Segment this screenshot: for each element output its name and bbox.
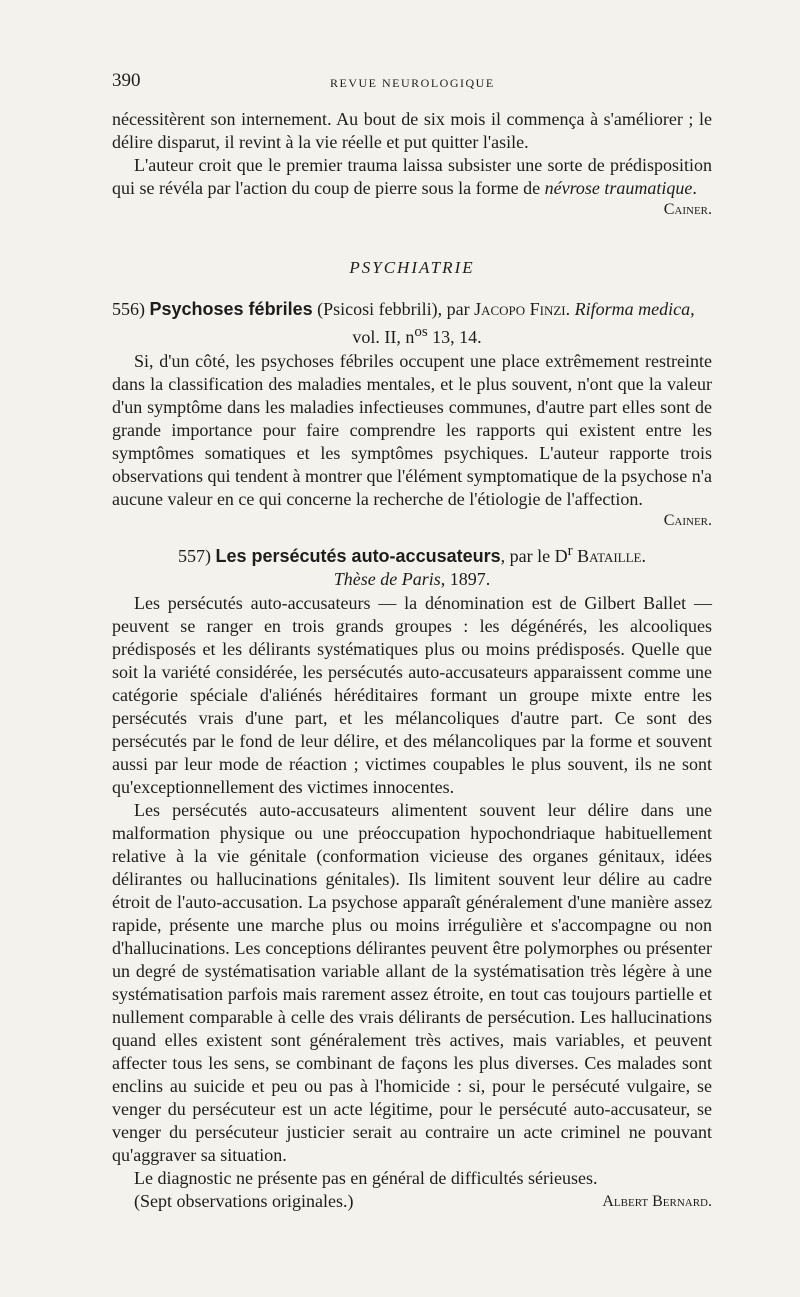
continued-review xyxy=(112,108,712,221)
reviewer-signature: Albert Bernard. xyxy=(602,1193,712,1210)
section-title: PSYCHIATRIE xyxy=(349,258,475,277)
running-head: REVUE NEUROLOGIQUE xyxy=(330,76,495,90)
paragraph: Le diagnostic ne présente pas en général de difficultés sérieuses. xyxy=(134,1168,598,1188)
reviewer-signature: Cainer. xyxy=(663,512,712,529)
author: Bataille xyxy=(577,546,642,566)
entry-557-body xyxy=(112,592,712,1213)
author: Jacopo Finzi xyxy=(474,299,566,319)
paragraph: nécessitèrent son internement. Au bout de six mois il commença à s'améliorer ; le délire disparut, il revint à la vie réelle et put quitter l'asile. xyxy=(112,109,712,152)
entry-title: Psychoses fébriles xyxy=(149,299,313,319)
entry-557-heading: 557) Les persécutés auto-accusateurs, par le $D^r$ Bataille. Thèse de Paris, 1897. xyxy=(177,543,647,589)
entry-title: Les persécutés auto-accusateurs xyxy=(215,546,501,566)
entry-556-body xyxy=(112,350,712,532)
paragraph: (Sept observations originales.) Albert Bernard. xyxy=(134,1191,712,1211)
paragraph: Les persécutés auto-accusateurs — la dénomination est de Gilbert Ballet — peuvent se ranger en trois grands groupes : les dégénérés, les alcooliques prédisposés et les délirants systématiques plus ou moins prédisposés. Quelle que soit la variété considérée, les persécutés auto-accusateurs apparaissent comme une catégorie spéciale d'aliénés héréditaires formant un groupe mixte entre les persécutés vrais d'une part, et les mélancoliques d'autre part. Ce sont des persécutés par le fond de leur délire, et des mélancoliques par la forme et souvent aussi par leur mode de réaction ; victimes coupables le plus souvent, ils ne sont qu'exceptionnellement des victimes innocentes. xyxy=(112,593,712,797)
page-number: 390 xyxy=(112,70,141,91)
paragraph: Si, d'un côté, les psychoses fébriles occupent une place extrêmement restreinte dans la classification des maladies mentales, et le plus souvent, n'ont que la valeur d'un symptôme dans les maladies infectieuses communes, d'autre part elles sont de grande importance pour faire comprendre les rapports qui existent entre les symptômes somatiques et les symptômes psychiques. L'auteur rapporte trois observations qui tendent à montrer que l'élément symptomatique de la psychose n'a aucune valeur en ce qui concerne la recherche de l'étiologie de l'affection. xyxy=(112,351,712,509)
entry-556-heading: 556) Psychoses fébriles (Psicosi febbrili), par Jacopo Finzi. Riforma medica, vol. II, $n^{os}$ 13, 14. xyxy=(112,299,695,347)
paragraph: L'auteur croit que le premier trauma laissa subsister une sorte de prédisposition qui se révéla par l'action du coup de pierre sous la forme de névrose traumatique. xyxy=(112,155,712,198)
page-header xyxy=(112,70,712,94)
paragraph: Les persécutés auto-accusateurs alimentent souvent leur délire dans une malformation physique ou une préoccupation hypochondriaque habituellement relative à la vie génitale (conformation vicieuse des organes génitaux, idées délirantes ou hallucinations génitales). Ils limitent souvent leur délire au cadre étroit de l'auto-accusation. La psychose apparaît généralement d'une manière assez rapide, présente une marche plus ou moins irrégulière et s'accompagne ou non d'hallucinations. Les conceptions délirantes peuvent être polymorphes ou présenter un degré de systématisation variable allant de la systématisation très légère à une systématisation parfois mais rarement assez étroite, en tout cas toujours partielle et nullement comparable à celle des vrais délirants de persécution. Les hallucinations quand elles existent sont généralement très actives, mais variables, et peuvent affecter tous les sens, se combinant de façons les plus diverses. Ces malades sont enclins au suicide et peu ou pas à l'homicide : si, pour le persécuté vulgaire, se venger du persécuteur est un acte légitime, pour le persécuté auto-accusateur, se venger du persécuteur justicier serait au contraire un acte criminel ne pouvant qu'aggraver sa situation. xyxy=(112,800,712,1165)
reviewer-signature: Cainer. xyxy=(663,201,712,218)
